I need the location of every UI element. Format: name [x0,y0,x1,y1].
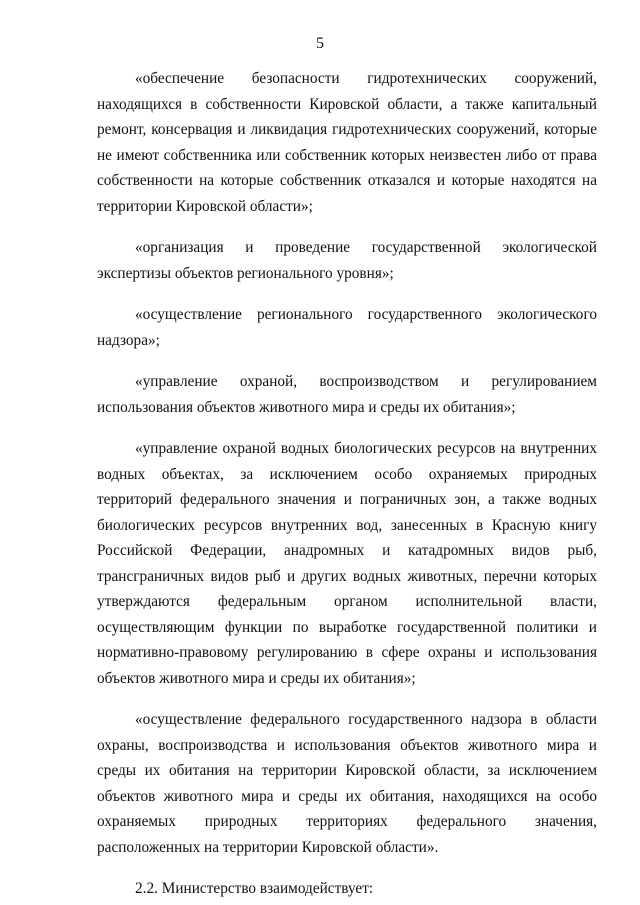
paragraph-aquatic-resources: «управление охраной водных биологических ресурсов на внутренних водных объектах, за исключением особо охраняемых природных территорий федерального значения и пограничных зон, а также водных биологических ресурсов внутренних вод, занесенных в Красную книгу Российской Федерации, анадромных и катадромных видов рыб, трансграничных видов рыб и других водных животных, перечни которых утверждаются федеральным органом исполнительной власти, осуществляющим функции по выработке государственной политики и нормативно-правовому регулированию в сфере охраны и использования объектов животного мира и среды их обитания»; [97,440,597,687]
paragraph-wildlife-management: «управление охраной, воспроизводством и регулированием использования объектов животного мира и среды их обитания»; [97,373,597,416]
document-body [97,66,597,902]
paragraph-federal-supervision: «осуществление федерального государственного надзора в области охраны, воспроизводства и использования объектов животного мира и среды их обитания на территории Кировской области, за исключением объектов животного мира и среды их обитания, находящихся на особо охраняемых природных территориях федерального значения, расположенных на территории Кировской области». [97,711,597,856]
paragraph-hydrotechnical-safety: «обеспечение безопасности гидротехнических сооружений, находящихся в собственности Кировской области, а также капитальный ремонт, консервация и ликвидация гидротехнических сооружений, которые не имеют собственника или собственник которых неизвестен либо от права собственности на которые собственник отказался и которые находятся на территории Кировской области»; [97,70,597,215]
paragraph-section-2-2: 2.2. Министерство взаимодействует: [135,880,374,897]
paragraph-ecological-supervision: «осуществление регионального государственного экологического надзора»; [97,306,597,349]
page-number: 5 [316,35,324,52]
paragraph-ecological-expertise: «организация и проведение государственной экологической экспертизы объектов регионального уровня»; [97,239,597,282]
